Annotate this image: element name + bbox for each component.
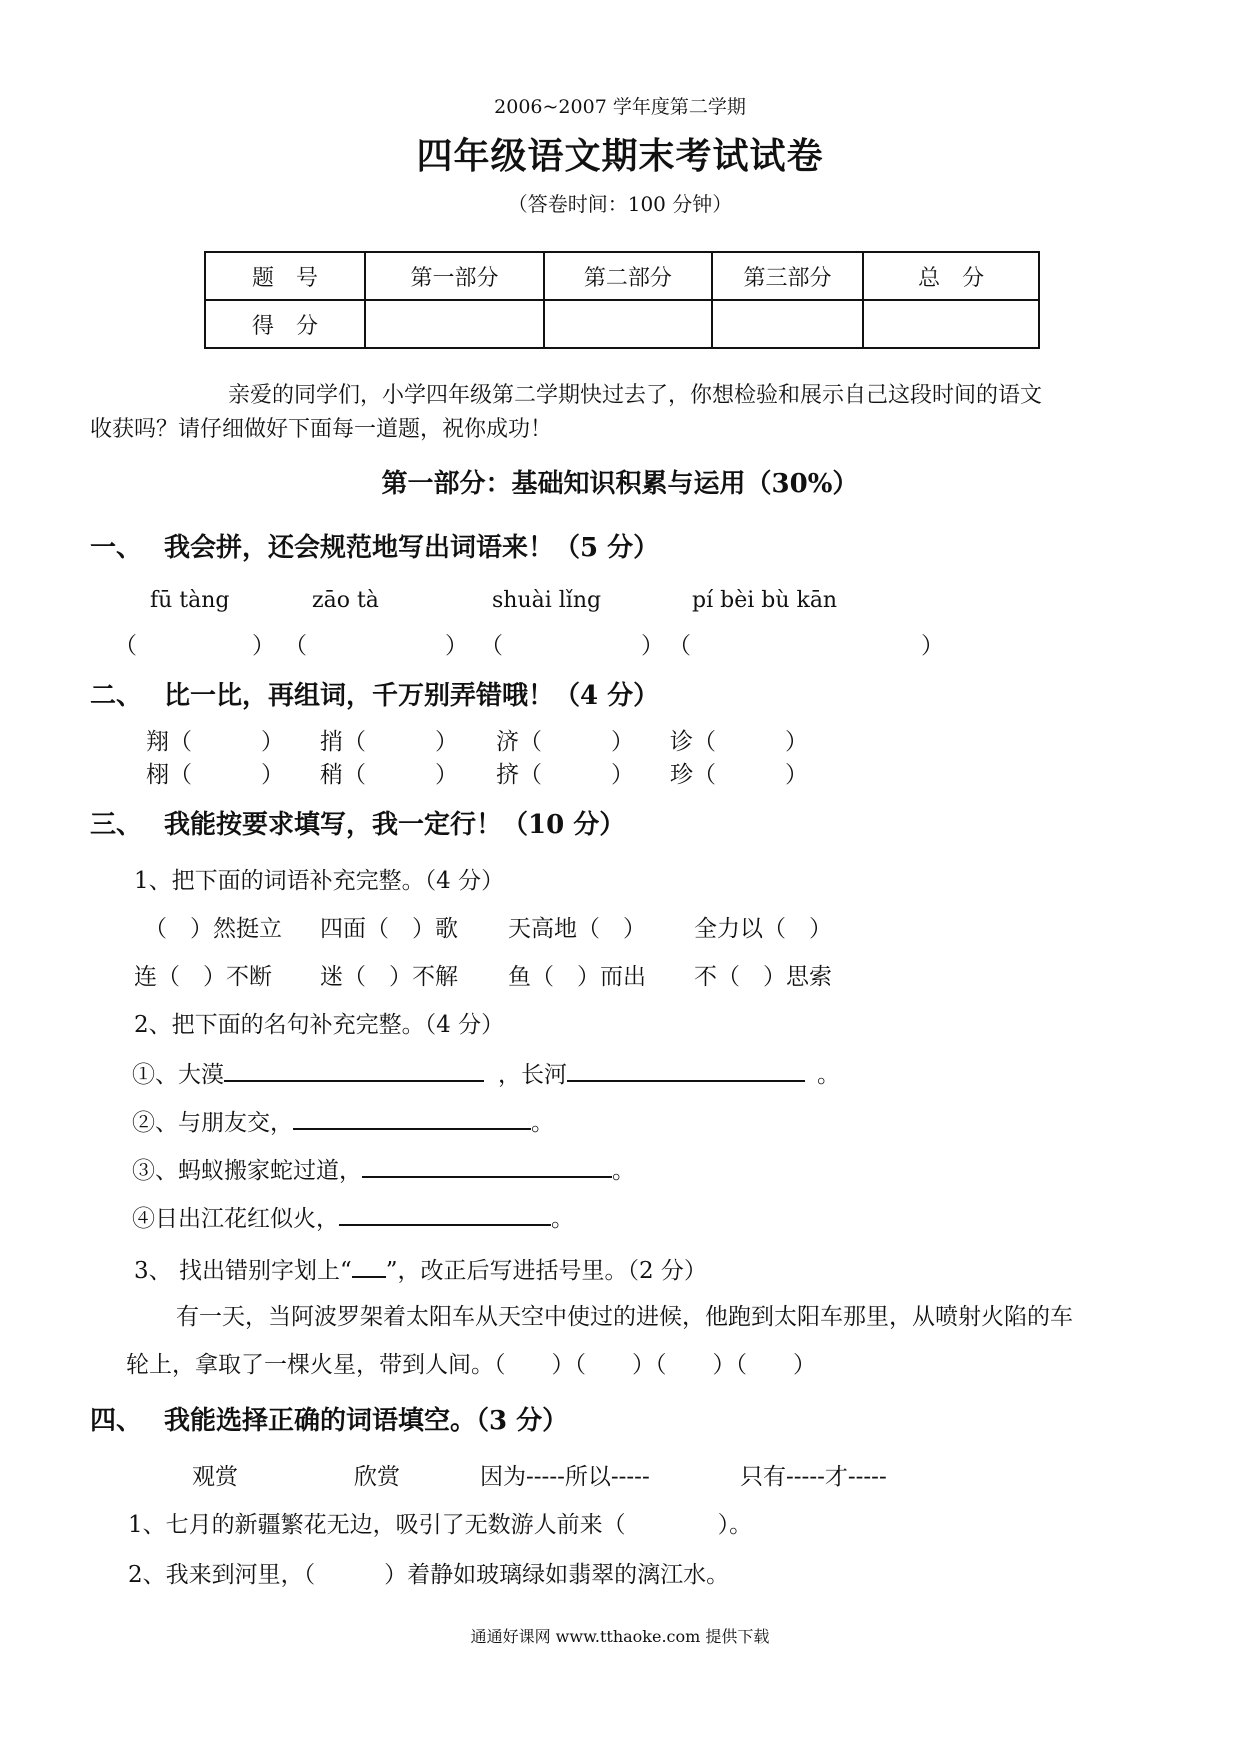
score-table-header-row [205,252,1039,300]
score-header-cell: 题 号 [205,252,365,300]
section-1-number: 一、 [90,533,143,563]
section-3-number: 三、 [90,810,143,840]
intro-line-1: 亲爱的同学们，小学四年级第二学期快过去了，你想检验和展示自己这段时间的语文 [228,383,1043,408]
score-table [204,251,1040,349]
intro-line-2: 收获吗？请仔细做好下面每一道题，祝你成功！ [90,417,553,442]
score-cell[interactable] [365,300,544,348]
compare-word-item[interactable]: 捎（ ） [320,729,458,755]
answer-paren-2[interactable]: （ ） [284,633,468,659]
pinyin-2: zāo tà [312,588,379,613]
passage-line-2[interactable]: 轮上，拿取了一棵火星，带到人间。（ ）（ ）（ ）（ ） [126,1352,816,1378]
compare-word-item[interactable]: 翔（ ） [146,729,284,755]
score-cell[interactable] [712,300,864,348]
idiom-item[interactable]: 连（ ）不断 [134,964,272,990]
famous-line-c-start: ③、蚂蚁搬家蛇过道， [132,1158,362,1184]
famous-line-d [132,1198,574,1233]
score-header-cell: 第二部分 [544,252,711,300]
idiom-item[interactable]: 全力以（ ） [694,916,832,942]
compare-word-item[interactable]: 诊（ ） [670,729,808,755]
idiom-item[interactable]: （ ）然挺立 [144,916,282,942]
famous-line-b-start: ②、与朋友交， [132,1110,293,1136]
score-cell[interactable] [863,300,1039,348]
famous-line-c [132,1150,635,1185]
year-term: 2006~2007 学年度第二学期 [494,96,746,118]
pinyin-1: fū tàng [150,588,230,613]
idiom-item[interactable]: 鱼（ ）而出 [508,964,646,990]
idiom-item[interactable]: 天高地（ ） [508,916,646,942]
fill-blank[interactable] [362,1150,612,1178]
compare-word-item[interactable]: 稍（ ） [320,762,458,788]
score-cell[interactable] [544,300,711,348]
word-option: 只有-----才----- [740,1464,887,1490]
exam-title: 四年级语文期末考试试卷 [416,135,824,177]
pinyin-3: shuài lǐng [492,588,602,613]
fill-blank[interactable] [339,1198,551,1226]
answer-paren-4[interactable]: （ ） [668,633,944,659]
question-4-2[interactable]: 2、我来到河里，（ ）着静如玻璃绿如翡翠的漓江水。 [128,1562,730,1588]
footer-download-note: 通通好课网 www.tthaoke.com 提供下载 [470,1627,770,1646]
fill-blank[interactable] [293,1102,531,1130]
section-4-title: 我能选择正确的词语填空。（3 分） [164,1406,569,1436]
famous-line-b [132,1102,554,1137]
famous-line-b-end: 。 [531,1110,554,1136]
score-table-score-row [205,300,1039,348]
word-option: 欣赏 [354,1464,400,1490]
question-3-3 [134,1250,707,1285]
question-3-2: 2、把下面的名句补充完整。（4 分） [134,1012,505,1038]
compare-word-item[interactable]: 珍（ ） [670,762,808,788]
score-header-cell: 第三部分 [712,252,864,300]
famous-line-d-end: 。 [551,1206,574,1232]
idiom-item[interactable]: 四面（ ）歌 [320,916,458,942]
fill-blank[interactable] [224,1054,484,1082]
section-1-title: 我会拼，还会规范地写出词语来！（5 分） [164,533,660,563]
idiom-item[interactable]: 迷（ ）不解 [320,964,458,990]
famous-line-a-end: 。 [817,1062,840,1088]
section-3-title: 我能按要求填写，我一定行！（10 分） [164,810,626,840]
famous-line-c-end: 。 [612,1158,635,1184]
pinyin-4: pí bèi bù kān [692,588,838,613]
compare-word-item[interactable]: 挤（ ） [496,762,634,788]
section-4-number: 四、 [90,1406,143,1436]
word-option: 因为-----所以----- [480,1464,650,1490]
score-row-label: 得 分 [205,300,365,348]
section-2-title: 比一比，再组词，千万别弄错哦！（4 分） [164,681,660,711]
part-one-title: 第一部分：基础知识积累与运用（30%） [381,469,859,499]
famous-line-a-start: ①、大漠 [132,1062,224,1088]
fill-blank[interactable] [567,1054,805,1082]
underline-sample [352,1250,386,1278]
question-3-3-start: 3、 找出错别字划上“ [134,1258,352,1284]
score-header-cell: 总 分 [863,252,1039,300]
compare-word-item[interactable]: 栩（ ） [146,762,284,788]
score-header-cell: 第一部分 [365,252,544,300]
time-note: （答卷时间：100 分钟） [507,192,733,216]
section-2-number: 二、 [90,681,143,711]
question-4-1[interactable]: 1、七月的新疆繁花无边，吸引了无数游人前来（ ）。 [128,1512,753,1538]
compare-word-item[interactable]: 济（ ） [496,729,634,755]
word-option: 观赏 [192,1464,238,1490]
answer-paren-1[interactable]: （ ） [114,633,275,659]
question-3-1: 1、把下面的词语补充完整。（4 分） [134,868,505,894]
answer-paren-3[interactable]: （ ） [480,633,664,659]
passage-line-1: 有一天，当阿波罗架着太阳车从天空中使过的进候，他跑到太阳车那里，从喷射火陷的车 [176,1304,1073,1330]
question-3-3-end: ”，改正后写进括号里。（2 分） [385,1258,707,1284]
famous-line-d-start: ④日出江花红似火， [132,1206,339,1232]
famous-line-a [132,1054,840,1089]
idiom-item[interactable]: 不（ ）思索 [694,964,832,990]
famous-line-a-mid: ，长河 [498,1062,567,1088]
